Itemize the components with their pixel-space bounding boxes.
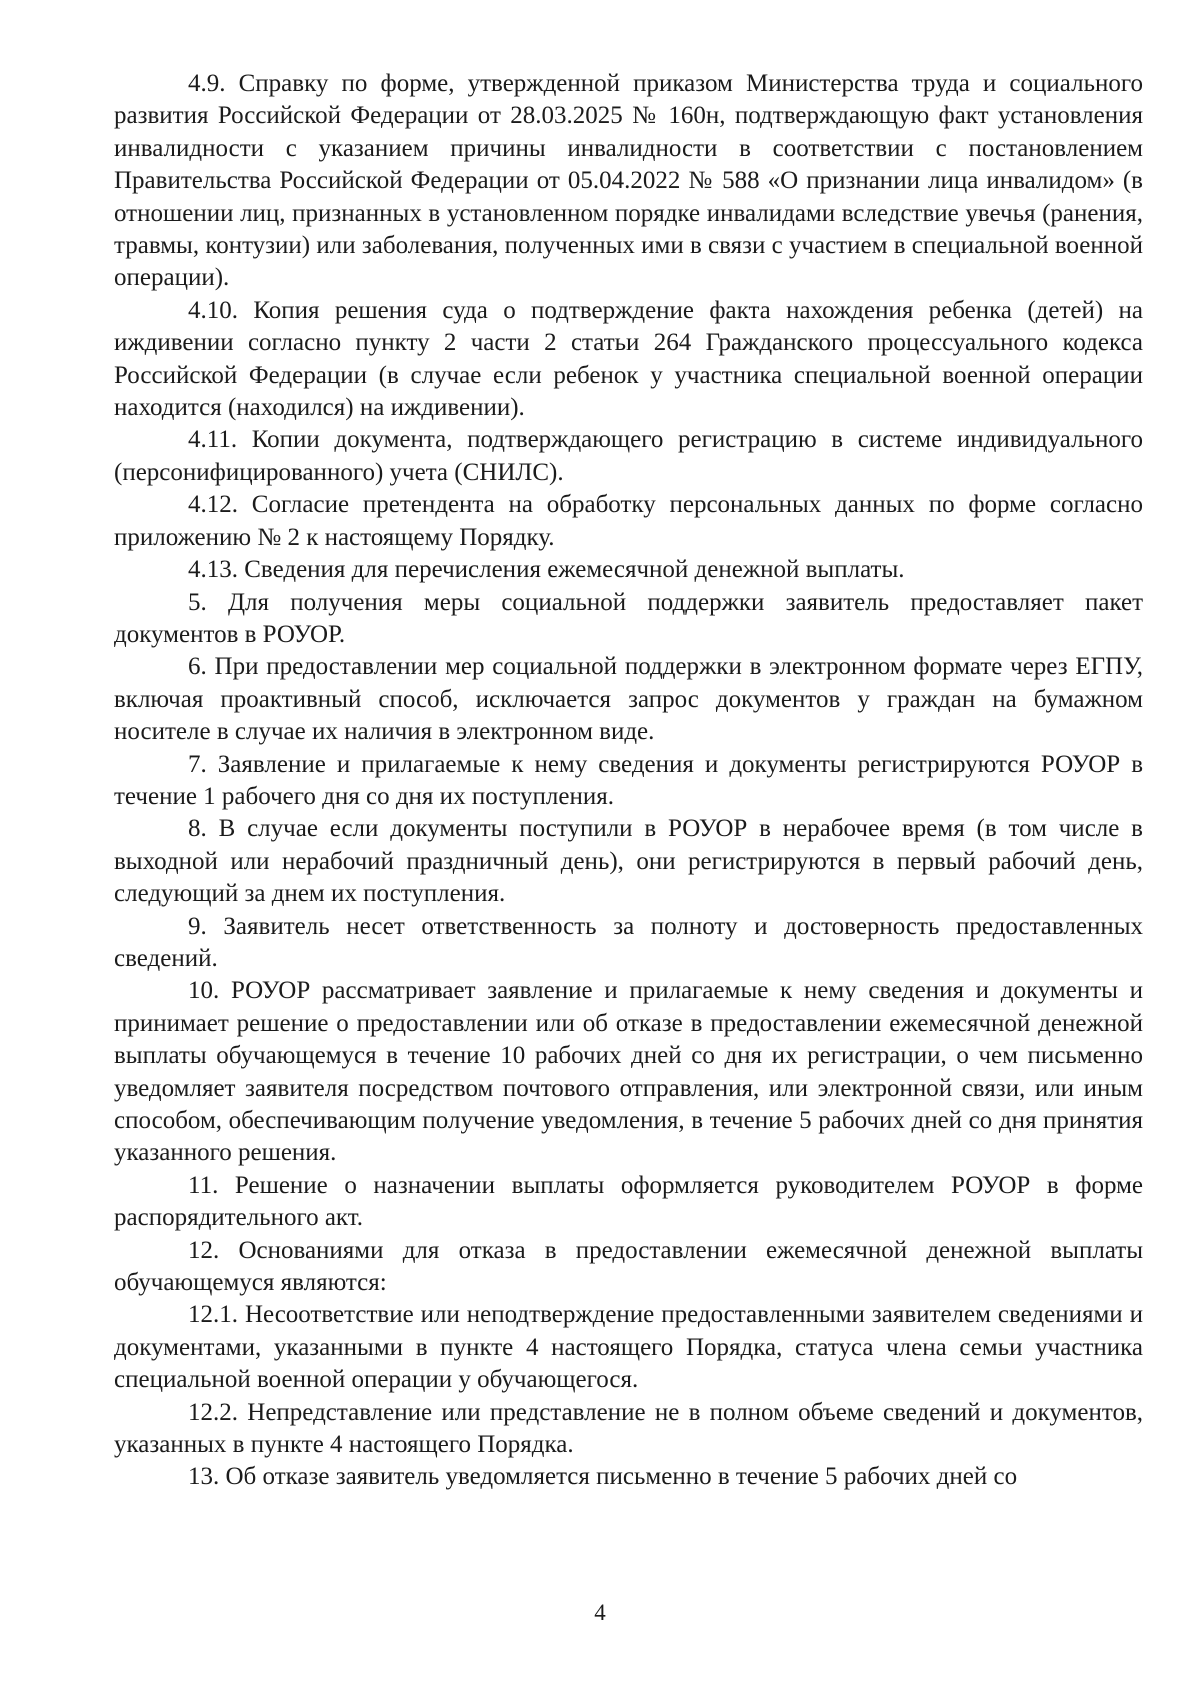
document-body <box>114 68 1143 1494</box>
paragraph-7: 7. Заявление и прилагаемые к нему сведения и документы регистрируются РОУОР в течение 1 рабочего дня со дня их поступления. <box>114 750 1143 810</box>
paragraph-8: 8. В случае если документы поступили в РОУОР в нерабочее время (в том числе в выходной или нерабочий праздничный день), они регистрируются в первый рабочий день, следующий за днем их поступления. <box>114 815 1143 908</box>
paragraph-9: 9. Заявитель несет ответственность за полноту и достоверность предоставленных сведений. <box>114 912 1143 972</box>
paragraph-13: 13. Об отказе заявитель уведомляется письменно в течение 5 рабочих дней со <box>188 1463 1018 1491</box>
paragraph-4-9: 4.9. Справку по форме, утвержденной приказом Министерства труда и социального развития Российской Федерации от 28.03.2025 № 160н, подтверждающую факт установления инвалидности с указанием причины инвалидности в соответствии с постановлением Правительства Российской Федерации от 05.04.2022 № 588 «О признании лица инвалидом» (в отношении лиц, признанных в установленном порядке инвалидами вследствие увечья (ранения, травмы, контузии) или заболевания, полученных ими в связи с участием в специальной военной операции). <box>114 70 1143 292</box>
paragraph-4-11: 4.11. Копии документа, подтверждающего регистрацию в системе индивидуального (персонифицированного) учета (СНИЛС). <box>114 426 1143 486</box>
page-number: 4 <box>594 1600 606 1625</box>
paragraph-12-2: 12.2. Непредставление или представление не в полном объеме сведений и документов, указанных в пункте 4 настоящего Порядка. <box>114 1398 1143 1459</box>
paragraph-12-1: 12.1. Несоответствие или неподтверждение предоставленными заявителем сведениями и документами, указанными в пункте 4 настоящего Порядка, статуса члена семьи участника специальной военной операции у обучающегося. <box>114 1301 1143 1394</box>
paragraph-4-10: 4.10. Копия решения суда о подтверждение факта нахождения ребенка (детей) на иждивении согласно пункту 2 части 2 статьи 264 Гражданского процессуального кодекса Российской Федерации (в случае если ребенок у участника специальной военной операции находится (находился) на иждивении). <box>114 296 1143 422</box>
paragraph-11: 11. Решение о назначении выплаты оформляется руководителем РОУОР в форме распорядительного акт. <box>114 1171 1143 1232</box>
paragraph-4-13: 4.13. Сведения для перечисления ежемесячной денежной выплаты. <box>188 556 905 584</box>
paragraph-4-12: 4.12. Согласие претендента на обработку персональных данных по форме согласно приложению № 2 к настоящему Порядку. <box>114 491 1143 551</box>
paragraph-12: 12. Основаниями для отказа в предоставлении ежемесячной денежной выплаты обучающемуся являются: <box>114 1236 1143 1297</box>
paragraph-10: 10. РОУОР рассматривает заявление и прилагаемые к нему сведения и документы и принимает решение о предоставлении или об отказе в предоставлении ежемесячной денежной выплаты обучающемуся в течение 10 рабочих дней со дня их регистрации, о чем письменно уведомляет заявителя посредством почтового отправления, или электронной связи, или иным способом, обеспечивающим получение уведомления, в течение 5 рабочих дней со дня принятия указанного решения. <box>114 977 1143 1167</box>
paragraph-5: 5. Для получения меры социальной поддержки заявитель предоставляет пакет документов в РОУОР. <box>114 588 1143 648</box>
paragraph-6: 6. При предоставлении мер социальной поддержки в электронном формате через ЕГПУ, включая проактивный способ, исключается запрос документов у граждан на бумажном носителе в случае их наличия в электронном виде. <box>114 653 1143 746</box>
